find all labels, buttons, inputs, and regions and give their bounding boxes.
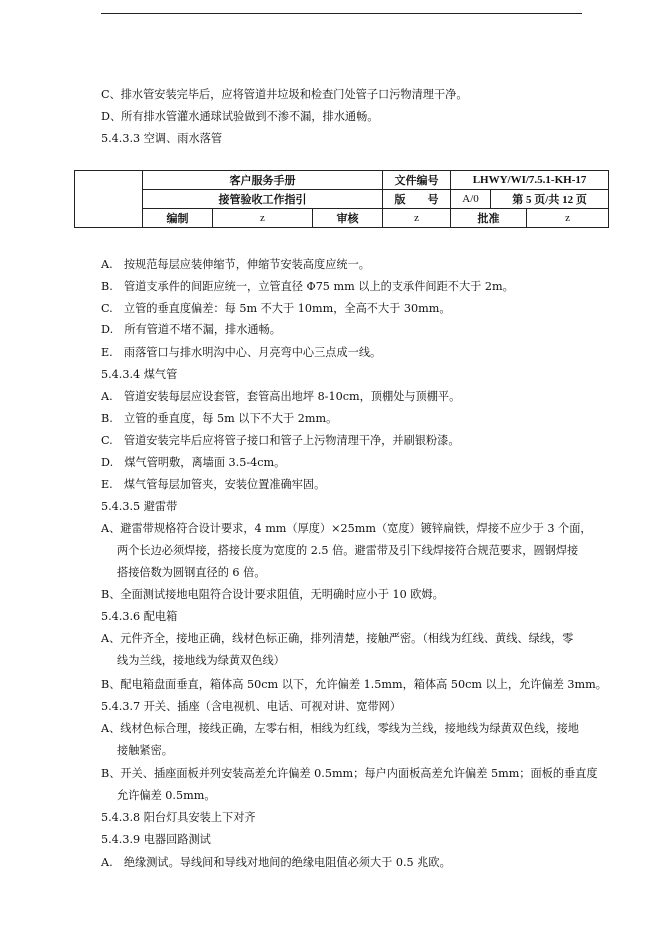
text-line: B、开关、插座面板并列安装高差允许偏差 0.5mm；每户内面板高差允许偏差 5mm；面板的垂直度 — [101, 767, 598, 780]
reviewed-value: z — [383, 209, 451, 228]
text-line: D. 煤气管明敷，离墙面 3.5-4cm。 — [101, 456, 286, 469]
text-line: 两个长边必须焊接，搭接长度为宽度的 2.5 倍。避雷带及引下线焊接符合规范要求，圆钢焊接 — [117, 544, 579, 557]
section-heading: 5.4.3.4 煤气管 — [101, 368, 178, 381]
text-line: C、排水管安装完毕后，应将管道井垃圾和检查门处管子口污物清理干净。 — [101, 88, 468, 101]
manual-title: 客户服务手册 — [143, 171, 383, 190]
text-line: A、元件齐全，接地正确，线材色标正确，排列清楚，接触严密。（相线为红线、黄线、绿线，零 — [101, 632, 574, 645]
text-line: 搭接倍数为圆钢直径的 6 倍。 — [117, 566, 266, 579]
doc-no-label: 文件编号 — [383, 171, 451, 190]
text-line: A. 按规范每层应装伸缩节，伸缩节安装高度应统一。 — [101, 258, 370, 271]
text-line: B、配电箱盘面垂直，箱体高 50cm 以下，允许偏差 1.5mm，箱体高 50cm 以上，允许偏差 3mm。 — [101, 678, 607, 691]
text-line: B. 立管的垂直度，每 5m 以下不大于 2mm。 — [101, 412, 338, 425]
version-value: A/0 — [451, 190, 491, 209]
section-heading: 5.4.3.7 开关、插座（含电视机、电话、可视对讲、宽带网） — [101, 700, 402, 713]
text-line: 接触紧密。 — [117, 744, 173, 757]
text-line: A. 绝缘测试。导线间和导线对地间的绝缘电阻值必须大于 0.5 兆欧。 — [101, 856, 451, 869]
logo-cell — [75, 171, 143, 228]
section-heading: 5.4.3.3 空调、雨水落管 — [101, 132, 223, 145]
text-line: C. 立管的垂直度偏差：每 5m 不大于 10mm，全高不大于 30mm。 — [101, 302, 451, 315]
doc-no-value: LHWY/WI/7.5.1-KH-17 — [451, 171, 609, 190]
prepared-label: 编制 — [143, 209, 213, 228]
section-heading: 5.4.3.8 阳台灯具安装上下对齐 — [101, 811, 256, 824]
text-line: A、线材色标合理，接线正确，左零右相，相线为红线，零线为兰线，接地线为绿黄双色线，接地 — [101, 722, 579, 735]
text-line: E. 煤气管每层加管夹，安装位置准确牢固。 — [101, 478, 326, 491]
document-header-table — [74, 170, 609, 228]
text-line: B. 管道支承件的间距应统一，立管直径 Φ75 mm 以上的支承件间距不大于 2m。 — [101, 280, 514, 293]
text-line: A. 管道安装每层应设套管，套管高出地坪 8-10cm，顶棚处与顶棚平。 — [101, 390, 461, 403]
text-line: 允许偏差 0.5mm。 — [117, 789, 216, 802]
text-line: 线为兰线，接地线为绿黄双色线） — [117, 654, 285, 667]
text-line: D、所有排水管灌水通球试验做到不渗不漏，排水通畅。 — [101, 110, 379, 123]
approved-value: z — [527, 209, 609, 228]
guide-title: 接管验收工作指引 — [143, 190, 383, 209]
prepared-value: z — [213, 209, 313, 228]
section-heading: 5.4.3.6 配电箱 — [101, 610, 178, 623]
section-heading: 5.4.3.9 电器回路测试 — [101, 833, 211, 846]
section-heading: 5.4.3.5 避雷带 — [101, 500, 178, 513]
approved-label: 批准 — [451, 209, 527, 228]
text-line: B、全面测试接地电阻符合设计要求阻值，无明确时应小于 10 欧姆。 — [101, 588, 444, 601]
text-line: D. 所有管道不堵不漏，排水通畅。 — [101, 323, 281, 336]
header-rule — [101, 13, 582, 14]
version-label: 版 号 — [383, 190, 451, 209]
text-line: C. 管道安装完毕后应将管子接口和管子上污物清理干净，并刷银粉漆。 — [101, 434, 460, 447]
text-line: A、避雷带规格符合设计要求，4 mm（厚度）×25mm（宽度）镀锌扁铁，焊接不应少于 3 个面， — [101, 522, 592, 535]
reviewed-label: 审核 — [313, 209, 383, 228]
page-info: 第 5 页/共 12 页 — [491, 190, 609, 209]
text-line: E. 雨落管口与排水明沟中心、月亮弯中心三点成一线。 — [101, 346, 382, 359]
